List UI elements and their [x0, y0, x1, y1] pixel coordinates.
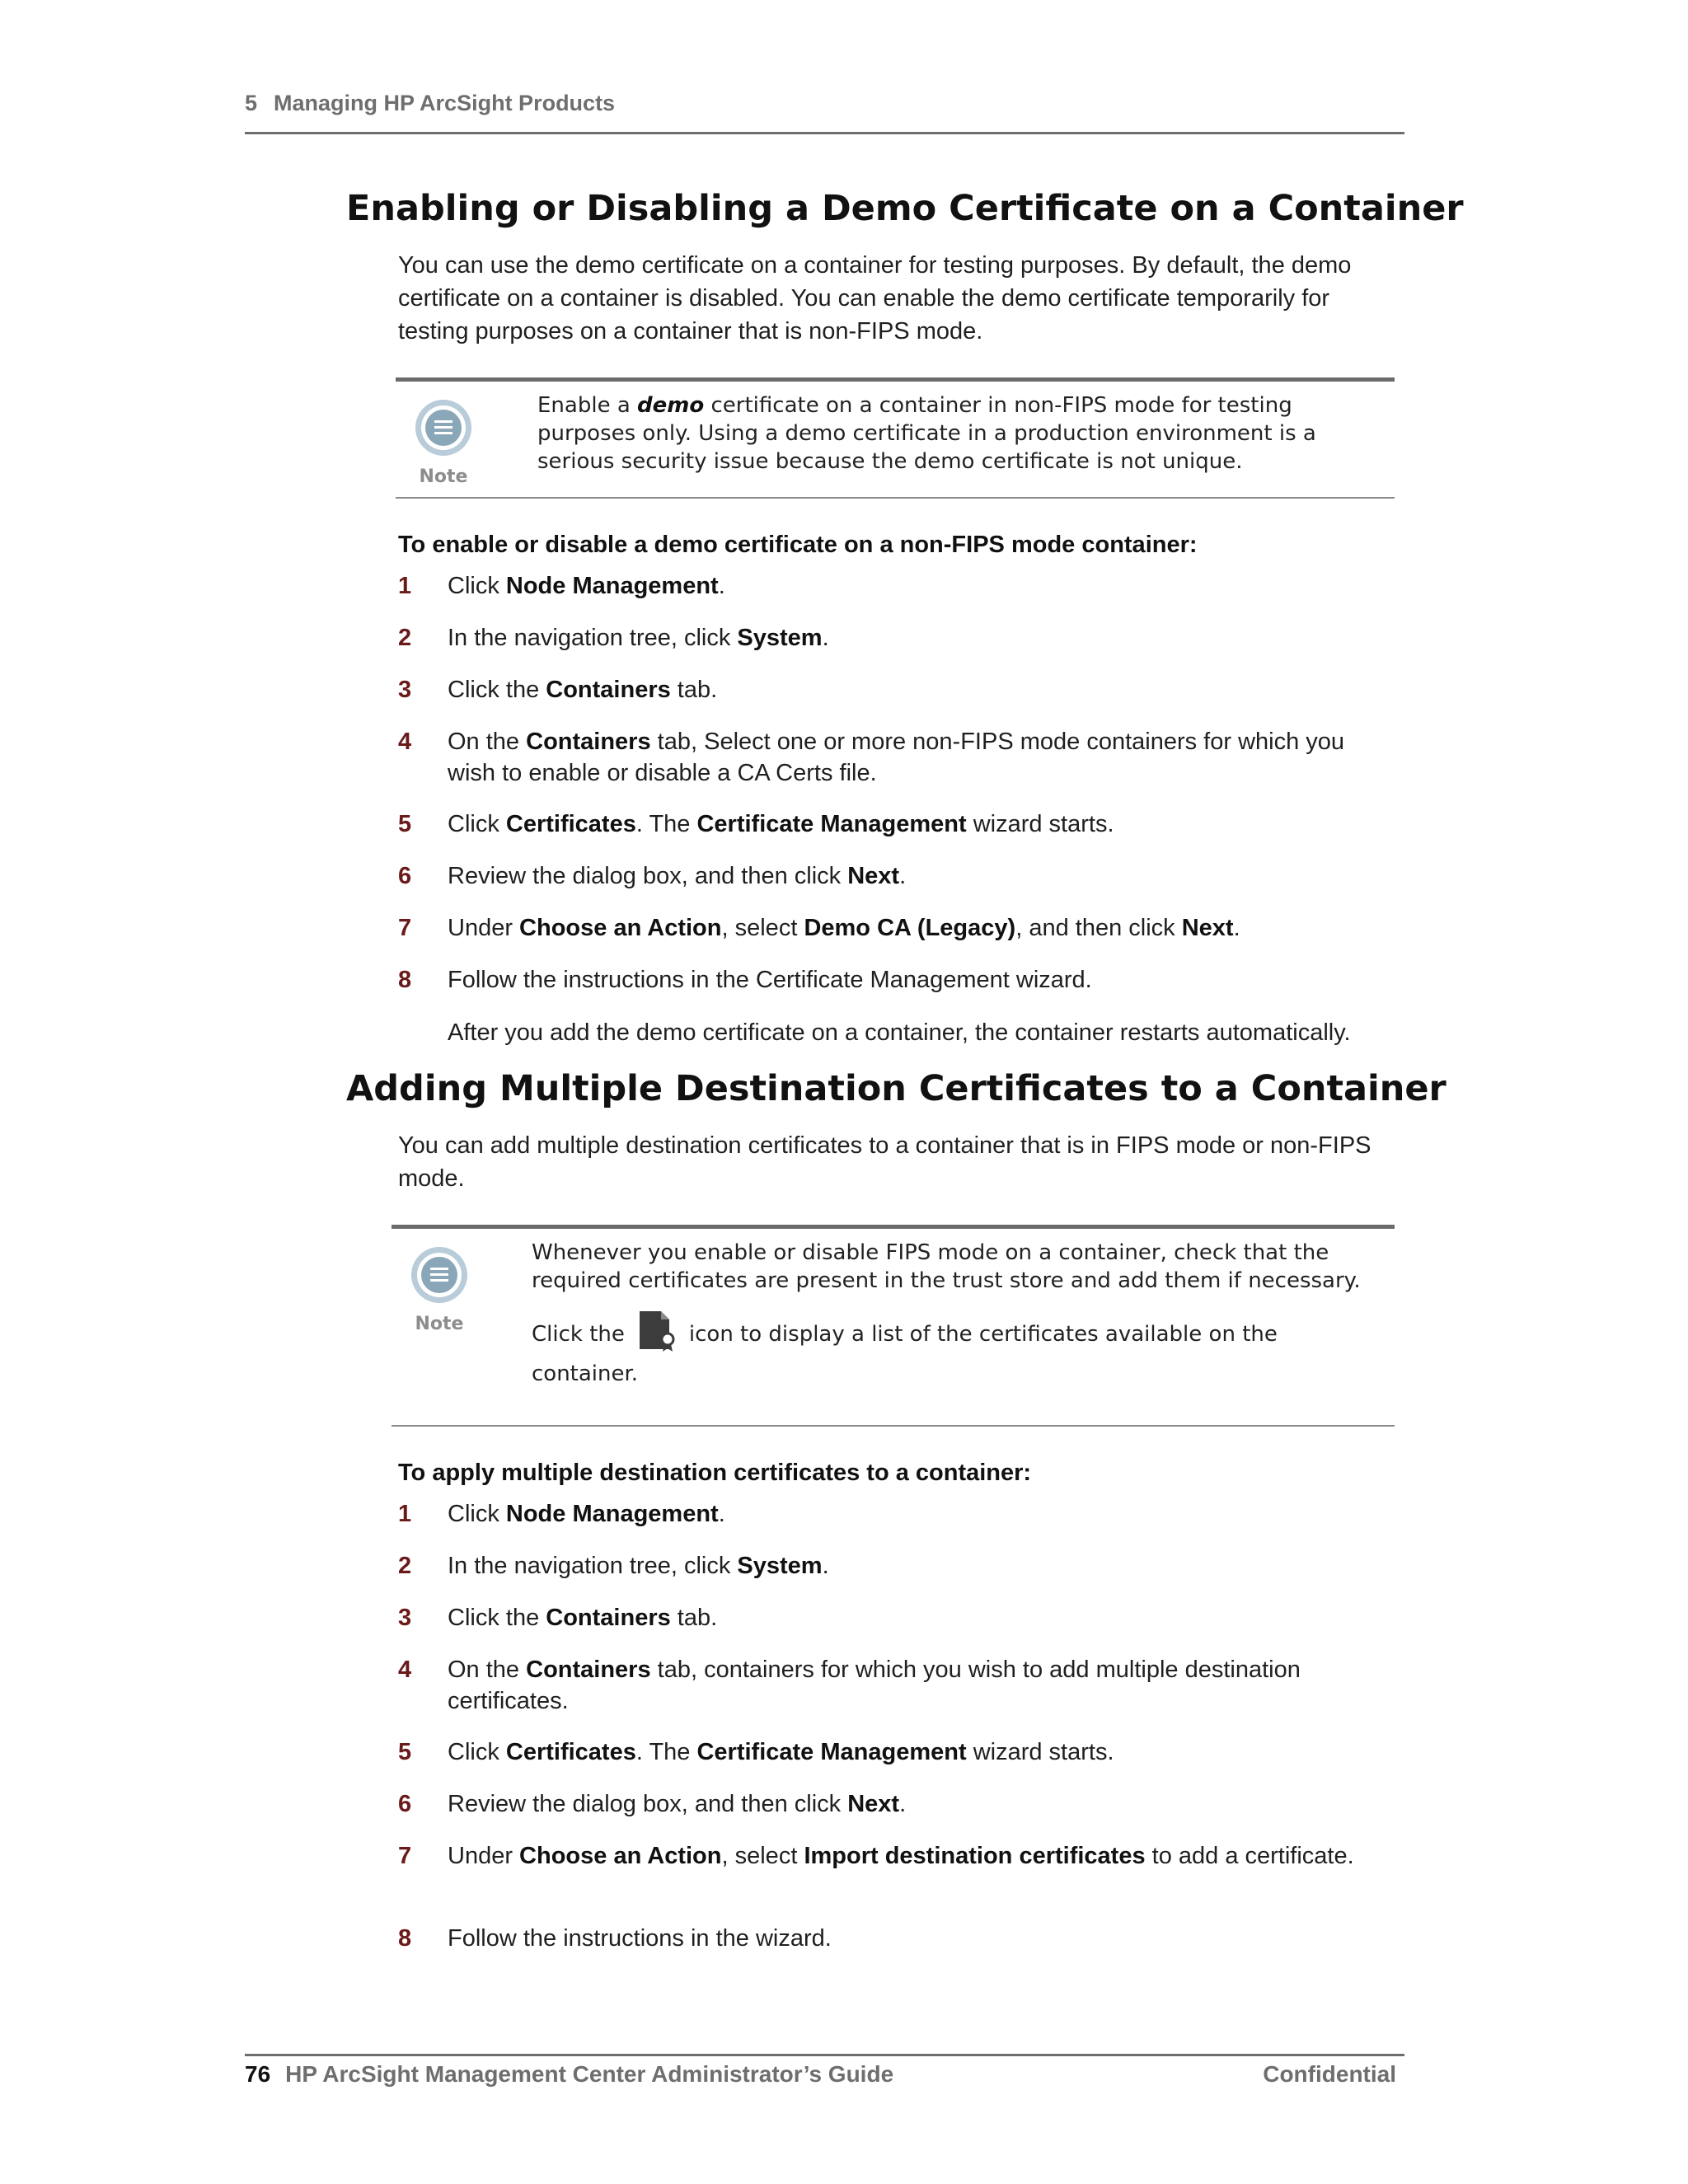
step-number: 3 [398, 677, 412, 703]
step-number: 6 [398, 1791, 412, 1817]
note-label: Note [415, 1314, 464, 1334]
running-header [245, 91, 1404, 134]
step-number: 1 [398, 1501, 412, 1527]
section-title-demo-certificate: Enabling or Disabling a Demo Certificate on a Container [346, 188, 1464, 229]
section2-intro: You can add multiple destination certificates to a container that is in FIPS mode or non-FIPS mode. [398, 1132, 1372, 1192]
step: 1 Click Node Management. [398, 570, 1395, 602]
step-number: 2 [398, 1553, 412, 1579]
procedure-title-multiple: To apply multiple destination certificates to a container: [398, 1460, 1032, 1486]
note-paragraph: Whenever you enable or disable FIPS mode on a container, check that the required certificates are present in the trust store and add them if necessary. [532, 1240, 1361, 1293]
step: 6 Review the dialog box, and then click Next. [398, 1788, 1395, 1820]
step: 2 In the navigation tree, click System. [398, 622, 1395, 654]
step-number: 1 [398, 573, 412, 599]
step-number: 6 [398, 863, 412, 889]
step-number: 2 [398, 625, 412, 651]
step: 4 On the Containers tab, Select one or more non-FIPS mode containers for which you wish to enable or disable a CA Certs file. [398, 726, 1395, 789]
note-text [532, 1239, 1386, 1388]
chapter-number: 5 [245, 91, 258, 115]
step-number: 5 [398, 1739, 412, 1765]
step-number: 5 [398, 811, 412, 837]
step-number: 4 [398, 1657, 412, 1683]
certificate-icon [636, 1310, 678, 1360]
step: 3 Click the Containers tab. [398, 1602, 1395, 1633]
step-number: 8 [398, 967, 412, 993]
step: 8 Follow the instructions in the wizard. [398, 1923, 1395, 1954]
note-text-post: certificate on a container in non-FIPS mode for testing purposes only. Using a demo certificate in a production environment is a serious security issue because the demo certificate is not unique. [537, 393, 1316, 474]
note-icon [406, 1245, 472, 1334]
section-title-multiple-destination: Adding Multiple Destination Certificates to a Container [346, 1068, 1447, 1109]
step: 8 Follow the instructions in the Certificate Management wizard. [398, 964, 1395, 996]
running-footer [245, 2054, 1404, 2099]
step: 7 Under Choose an Action, select Demo CA (Legacy), and then click Next. [398, 912, 1395, 944]
note-label: Note [419, 466, 468, 487]
step-number: 7 [398, 915, 412, 941]
chapter-title: Managing HP ArcSight Products [274, 91, 616, 115]
note-text-emph: demo [637, 393, 705, 418]
note-paragraph [532, 1310, 1386, 1388]
page-number: 76 [245, 2061, 271, 2087]
step-number: 7 [398, 1843, 412, 1869]
guide-title: HP ArcSight Management Center Administrator’s Guide [285, 2061, 894, 2087]
after-note: After you add the demo certificate on a container, the container restarts automatically. [448, 1019, 1351, 1046]
step: 7 Under Choose an Action, select Import destination certificates to add a certificate. [398, 1840, 1395, 1872]
note-text [537, 391, 1386, 476]
section1-intro: You can use the demo certificate on a container for testing purposes. By default, the demo certificate on a container is disabled. You can enable the demo certificate temporarily for testing purposes on a container that is non-FIPS mode. [398, 252, 1352, 344]
step-number: 8 [398, 1925, 412, 1952]
confidential-label: Confidential [1263, 2061, 1396, 2087]
step: 2 In the navigation tree, click System. [398, 1550, 1395, 1582]
note-fips [392, 1225, 1395, 1427]
step-number: 4 [398, 729, 412, 755]
procedure-title-demo: To enable or disable a demo certificate on a non-FIPS mode container: [398, 532, 1198, 558]
step: 6 Review the dialog box, and then click Next. [398, 860, 1395, 892]
note-text-pre: Enable a [537, 393, 638, 418]
note-text-post: icon to display a list of the certificates available on the container. [532, 1322, 1278, 1386]
note-text-pre: Click the [532, 1322, 625, 1347]
note-demo-certificate [396, 377, 1395, 499]
step-number: 3 [398, 1605, 412, 1631]
step: 3 Click the Containers tab. [398, 674, 1395, 705]
step: 1 Click Node Management. [398, 1498, 1395, 1530]
step: 5 Click Certificates. The Certificate Management wizard starts. [398, 1736, 1395, 1768]
note-icon [410, 398, 476, 487]
step: 5 Click Certificates. The Certificate Management wizard starts. [398, 808, 1395, 840]
step: 4 On the Containers tab, containers for which you wish to add multiple destination certificates. [398, 1654, 1395, 1717]
